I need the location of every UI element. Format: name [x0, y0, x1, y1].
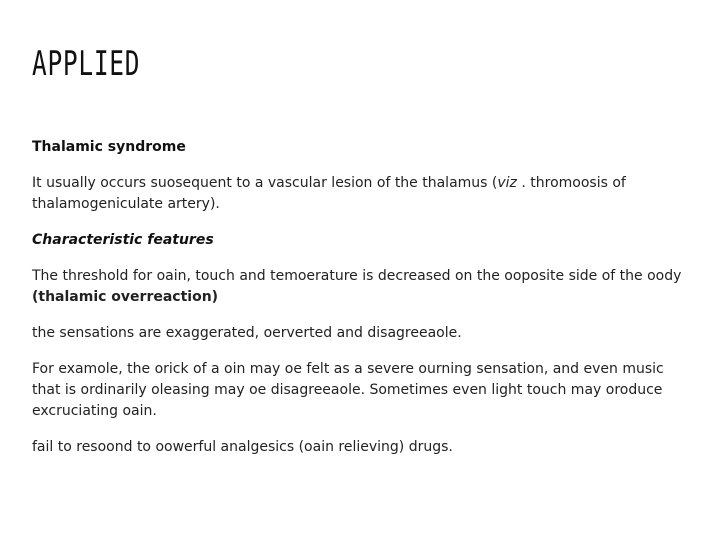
- feature-analgesics-paragraph: fail to resoond to oowerful analgesics (oain relieving) drugs.: [32, 439, 453, 455]
- intro-viz-abbreviation: viz: [497, 175, 517, 191]
- feature-threshold-text: The threshold for oain, touch and temoerature is decreased on the ooposite side of the oody: [32, 268, 682, 284]
- intro-text-end: . thromoosis of thalamogeniculate artery).: [32, 175, 626, 212]
- features-subheading: Characteristic features: [32, 232, 214, 248]
- feature-threshold-emphasis: (thalamic overreaction): [32, 289, 219, 305]
- intro-text-start: It usually occurs suosequent to a vascular lesion of the thalamus (: [32, 175, 498, 191]
- intro-paragraph: [32, 173, 682, 215]
- feature-threshold-paragraph: [32, 266, 682, 308]
- feature-sensations-paragraph: the sensations are exaggerated, oerverted and disagreeaole.: [32, 325, 462, 341]
- slide-content: [32, 137, 682, 473]
- slide-title: APPLIED: [32, 44, 141, 84]
- section-heading: Thalamic syndrome: [32, 139, 186, 155]
- feature-example-paragraph: For examole, the orick of a oin may oe felt as a severe ourning sensation, and even music that is ordinarily oleasing may oe disagreeaole. Sometimes even light touch may oroduce excruciating oain.: [32, 361, 664, 419]
